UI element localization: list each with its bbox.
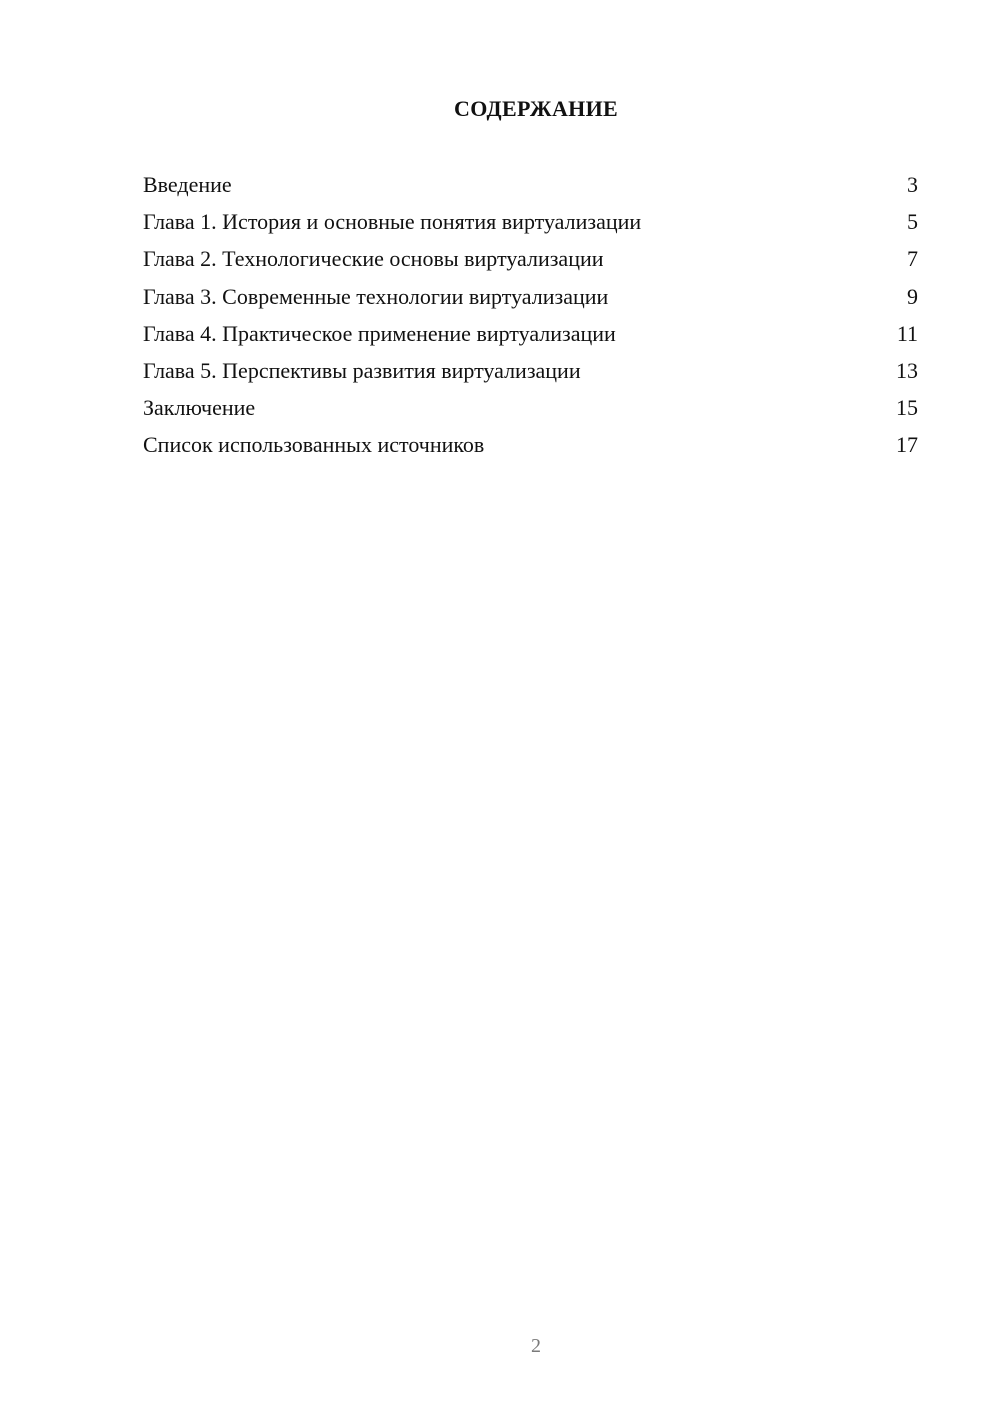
toc-entry-title: Глава 3. Современные технологии виртуализации [143, 283, 609, 309]
toc-entry-page: 11 [896, 320, 918, 346]
toc-entry-page: 9 [907, 283, 918, 309]
toc-entry-page: 5 [907, 209, 918, 235]
toc-entry-chapter-1 [143, 207, 918, 244]
toc-entry-title: Глава 1. История и основные понятия виртуализации [143, 209, 642, 235]
toc-entry-page: 7 [907, 246, 918, 272]
toc-entry-page: 15 [896, 395, 918, 421]
page-number: 2 [531, 1335, 541, 1357]
toc-entry-page: 17 [896, 432, 918, 458]
toc-entry-conclusion [143, 393, 918, 430]
toc-heading: СОДЕРЖАНИЕ [454, 96, 618, 121]
toc-entry-page: 13 [896, 357, 918, 383]
toc-entry-page: 3 [907, 172, 918, 197]
toc-entry-chapter-4 [143, 319, 918, 356]
toc-entry-title: Глава 5. Перспективы развития виртуализации [143, 357, 581, 383]
toc-entry-title: Глава 2. Технологические основы виртуализации [143, 246, 604, 272]
toc-entry-introduction [143, 170, 918, 207]
toc-entry-title: Заключение [143, 395, 256, 421]
toc-entry-title: Список использованных источников [143, 432, 485, 458]
toc-entry-references [143, 430, 918, 467]
toc-entry-title: Глава 4. Практическое применение виртуализации [143, 320, 616, 346]
toc-entry-title: Введение [143, 172, 232, 197]
toc-entry-chapter-5 [143, 356, 918, 393]
table-of-contents [143, 170, 918, 468]
toc-entry-chapter-3 [143, 282, 918, 319]
toc-entry-chapter-2 [143, 244, 918, 281]
